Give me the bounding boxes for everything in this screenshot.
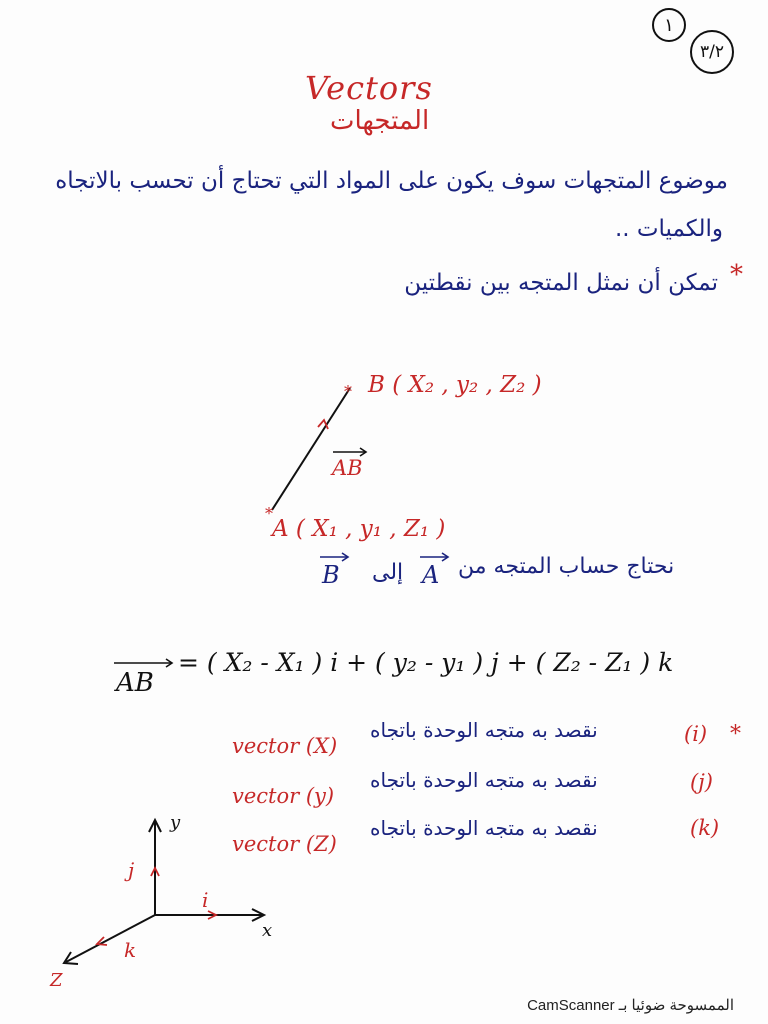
unit-label-k: k <box>124 938 137 962</box>
need-line-from: A <box>422 561 440 589</box>
unit-vector-desc-y: نقصد به متجه الوحدة باتجاه <box>370 768 598 792</box>
axis-label-x: x <box>262 920 273 941</box>
unit-label-i: i <box>202 888 209 912</box>
z-axis <box>66 915 155 962</box>
axis-label-y: y <box>170 812 181 833</box>
unit-vector-label-z: vector (Z) <box>232 832 337 856</box>
unit-vector-label-x: vector (X) <box>232 734 338 758</box>
unit-vector-desc-z: نقصد به متجه الوحدة باتجاه <box>370 816 598 840</box>
unit-vector-label-y: vector (y) <box>232 784 335 808</box>
unit-vector-symbol-j: (j) <box>690 770 713 794</box>
camscanner-footer: الممسوحة ضوئيا بـ CamScanner <box>527 997 734 1014</box>
page-number-2: ٣/٢ <box>700 42 724 62</box>
vector-ab-label: AB <box>332 456 363 480</box>
page-number-1: ١ <box>664 14 674 36</box>
unit-label-j: j <box>128 858 135 882</box>
unit-vector-symbol-i: (i) <box>684 722 708 746</box>
unit-vector-symbol-k: (k) <box>690 816 720 840</box>
axis-label-z: Z <box>50 970 63 991</box>
intro-bullet: تمكن أن نمثل المتجه بين نقطتين <box>404 270 718 296</box>
unit-vector-marker-x: * <box>730 722 741 747</box>
segment-ab <box>272 388 350 510</box>
bullet-marker: * <box>730 260 743 290</box>
segment-arrowhead <box>318 420 328 429</box>
need-line-text: نحتاج حساب المتجه من <box>458 554 675 579</box>
star-b: * <box>344 382 352 401</box>
title-arabic: المتجهات <box>330 106 430 136</box>
point-a-label: A ( X₁ , y₁ , Z₁ ) <box>272 516 446 542</box>
z-axis-arrow <box>64 952 78 964</box>
unit-vector-desc-x: نقصد به متجه الوحدة باتجاه <box>370 718 598 742</box>
star-a: * <box>265 504 273 523</box>
title-english: Vectors <box>305 69 433 107</box>
need-line-to-word: إلى <box>372 560 404 585</box>
intro-line-1: موضوع المتجهات سوف يكون على المواد التي تحتاج أن تحسب بالاتجاه <box>55 168 728 194</box>
formula-lhs: AB <box>116 668 154 698</box>
intro-line-2: والكميات .. <box>614 216 723 242</box>
formula-rhs: = ( X₂ - X₁ ) i + ( y₂ - y₁ ) j + ( Z₂ - Z₁ ) k <box>178 648 674 677</box>
need-line-to: B <box>322 561 340 589</box>
point-b-label: B ( X₂ , y₂ , Z₂ ) <box>368 372 542 398</box>
